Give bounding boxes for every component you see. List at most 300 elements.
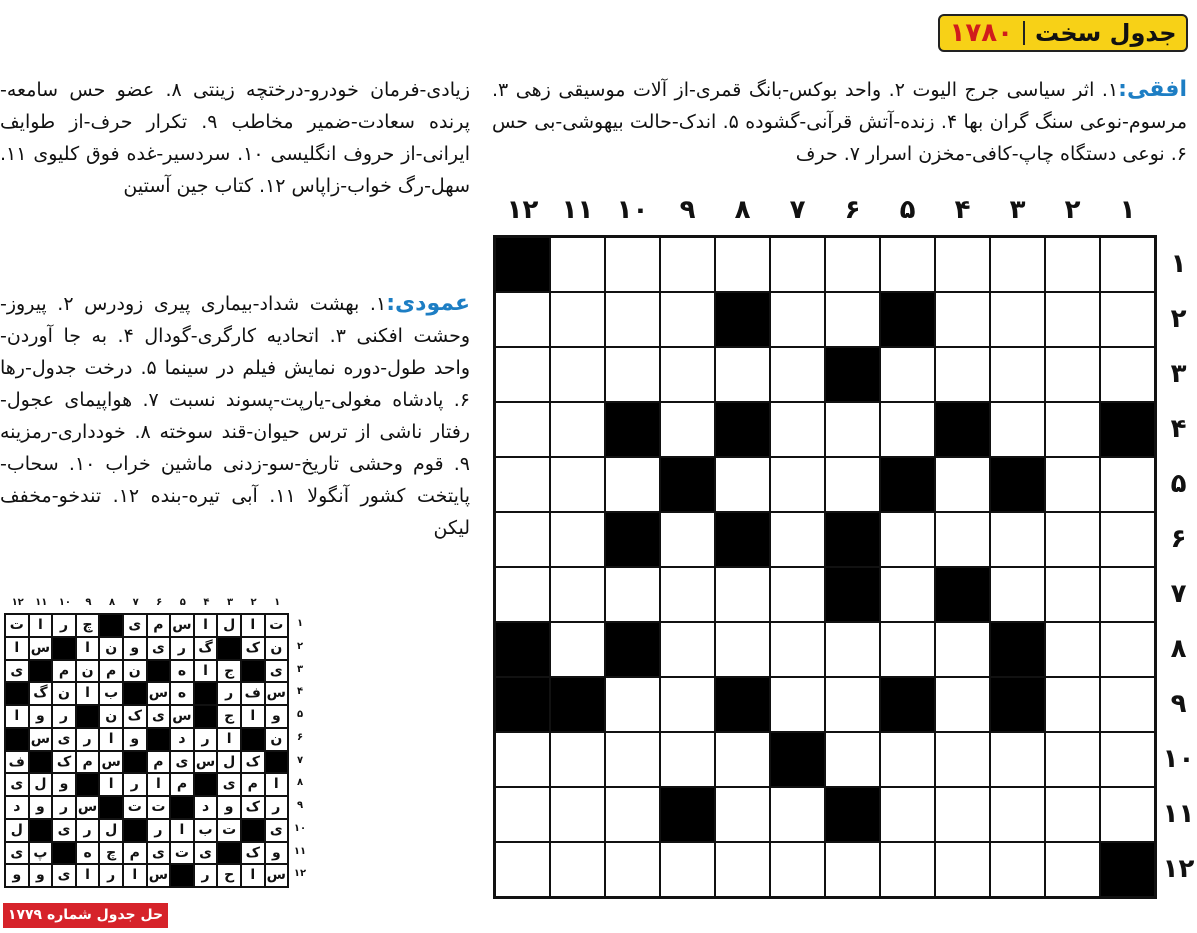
solution-letter-cell: س bbox=[170, 705, 194, 728]
answer-cell[interactable] bbox=[880, 347, 935, 402]
answer-cell[interactable] bbox=[935, 732, 990, 787]
column-number: ۴ bbox=[954, 195, 971, 225]
solution-letter-cell: ا bbox=[241, 614, 265, 637]
solution-letter-cell: ر bbox=[147, 819, 171, 842]
answer-cell[interactable] bbox=[935, 842, 990, 897]
solution-column-number: ۶ bbox=[156, 597, 163, 608]
answer-cell[interactable] bbox=[880, 402, 935, 457]
answer-cell[interactable] bbox=[770, 787, 825, 842]
column-number: ۹ bbox=[679, 195, 696, 225]
solution-letter-cell: ک bbox=[241, 751, 265, 774]
solution-row-number: ۷ bbox=[296, 754, 304, 766]
solution-letter-cell: س bbox=[147, 682, 171, 705]
solution-row-number: ۴ bbox=[296, 686, 304, 698]
solution-letter-cell: ا bbox=[5, 705, 29, 728]
solution-black-cell bbox=[123, 819, 147, 842]
answer-cell[interactable] bbox=[605, 457, 660, 512]
answer-cell[interactable] bbox=[880, 622, 935, 677]
solution-letter-cell: ا bbox=[241, 864, 265, 887]
answer-cell[interactable] bbox=[550, 292, 605, 347]
solution-letter-cell: ی bbox=[5, 660, 29, 683]
black-cell bbox=[495, 677, 550, 732]
solution-row-number: ۱۰ bbox=[293, 822, 307, 834]
answer-cell[interactable] bbox=[1045, 237, 1100, 292]
column-numbers bbox=[495, 190, 1155, 230]
answer-cell[interactable] bbox=[770, 512, 825, 567]
solution-letter-cell: ی bbox=[52, 819, 76, 842]
solution-letter-cell: ح bbox=[217, 864, 241, 887]
solution-letter-cell: ل bbox=[99, 819, 123, 842]
solution-black-cell bbox=[217, 637, 241, 660]
answer-cell[interactable] bbox=[825, 622, 880, 677]
solution-letter-cell: ی bbox=[147, 705, 171, 728]
solution-letter-cell: ا bbox=[265, 773, 289, 796]
solution-letter-cell: ت bbox=[217, 819, 241, 842]
answer-cell[interactable] bbox=[715, 622, 770, 677]
puzzle-number: ۱۷۸۰ bbox=[949, 18, 1013, 48]
solution-column-number: ۴ bbox=[203, 597, 210, 608]
answer-cell[interactable] bbox=[990, 787, 1045, 842]
answer-cell[interactable] bbox=[825, 457, 880, 512]
row-number: ۶ bbox=[1170, 524, 1187, 554]
black-cell bbox=[825, 347, 880, 402]
answer-cell[interactable] bbox=[495, 402, 550, 457]
answer-cell[interactable] bbox=[1045, 292, 1100, 347]
answer-cell[interactable] bbox=[1100, 622, 1155, 677]
answer-cell[interactable] bbox=[1045, 677, 1100, 732]
row-number: ۳ bbox=[1170, 359, 1187, 389]
solution-letter-cell: ت bbox=[123, 796, 147, 819]
black-cell bbox=[935, 402, 990, 457]
solution-column-number: ۳ bbox=[226, 597, 234, 608]
down-clues bbox=[0, 288, 470, 544]
solution-letter-cell: ر bbox=[76, 728, 100, 751]
solution-black-cell bbox=[194, 682, 218, 705]
black-cell bbox=[825, 567, 880, 622]
answer-cell[interactable] bbox=[1045, 512, 1100, 567]
solution-black-cell bbox=[123, 751, 147, 774]
answer-cell[interactable] bbox=[770, 347, 825, 402]
black-cell bbox=[990, 677, 1045, 732]
answer-cell[interactable] bbox=[550, 457, 605, 512]
row-number: ۱۱ bbox=[1162, 799, 1195, 829]
answer-cell[interactable] bbox=[825, 292, 880, 347]
answer-cell[interactable] bbox=[880, 567, 935, 622]
black-cell bbox=[990, 457, 1045, 512]
answer-cell[interactable] bbox=[1045, 732, 1100, 787]
solution-letter-cell: ا bbox=[99, 728, 123, 751]
solution-letter-cell: و bbox=[29, 796, 53, 819]
solution-row-number: ۵ bbox=[296, 709, 304, 720]
answer-cell[interactable] bbox=[825, 237, 880, 292]
answer-cell[interactable] bbox=[605, 732, 660, 787]
solution-letter-cell: ل bbox=[5, 819, 29, 842]
solution-row-number: ۱ bbox=[296, 618, 304, 629]
black-cell bbox=[880, 292, 935, 347]
solution-letter-cell: ب bbox=[194, 819, 218, 842]
black-cell bbox=[825, 512, 880, 567]
solution-black-cell bbox=[170, 796, 194, 819]
solution-letter-cell: ر bbox=[76, 819, 100, 842]
solution-column-number: ۷ bbox=[132, 597, 139, 608]
column-number: ۷ bbox=[789, 195, 806, 225]
answer-cell[interactable] bbox=[825, 402, 880, 457]
answer-cell[interactable] bbox=[825, 677, 880, 732]
solution-black-cell bbox=[76, 773, 100, 796]
answer-cell[interactable] bbox=[770, 622, 825, 677]
solution-letter-cell: ن bbox=[265, 728, 289, 751]
answer-cell[interactable] bbox=[495, 787, 550, 842]
solution-letter-cell: ر bbox=[217, 682, 241, 705]
answer-cell[interactable] bbox=[1100, 347, 1155, 402]
solution-letter-cell: گ bbox=[29, 682, 53, 705]
answer-cell[interactable] bbox=[660, 237, 715, 292]
answer-cell[interactable] bbox=[935, 787, 990, 842]
answer-cell[interactable] bbox=[715, 457, 770, 512]
row-number: ۹ bbox=[1170, 689, 1187, 719]
solution-letter-cell: ت bbox=[170, 842, 194, 865]
answer-cell[interactable] bbox=[825, 842, 880, 897]
row-numbers bbox=[1160, 237, 1197, 897]
answer-cell[interactable] bbox=[1100, 457, 1155, 512]
answer-cell[interactable] bbox=[495, 842, 550, 897]
answer-cell[interactable] bbox=[880, 732, 935, 787]
solution-letter-cell: و bbox=[29, 864, 53, 887]
across-clues-continued bbox=[0, 74, 470, 202]
solution-letter-cell: م bbox=[147, 614, 171, 637]
solution-letter-cell: ج bbox=[217, 705, 241, 728]
solution-letter-cell: و bbox=[5, 864, 29, 887]
solution-letter-cell: و bbox=[123, 637, 147, 660]
answer-cell[interactable] bbox=[605, 237, 660, 292]
solution-letter-cell: چ bbox=[99, 842, 123, 865]
answer-cell[interactable] bbox=[880, 237, 935, 292]
answer-cell[interactable] bbox=[1045, 347, 1100, 402]
black-cell bbox=[880, 677, 935, 732]
answer-cell[interactable] bbox=[495, 512, 550, 567]
answer-cell[interactable] bbox=[770, 237, 825, 292]
answer-cell[interactable] bbox=[990, 567, 1045, 622]
answer-cell[interactable] bbox=[1100, 512, 1155, 567]
answer-cell[interactable] bbox=[1045, 622, 1100, 677]
solution-grid bbox=[4, 613, 289, 888]
answer-cell[interactable] bbox=[1100, 732, 1155, 787]
solution-letter-cell: ر bbox=[123, 773, 147, 796]
answer-cell[interactable] bbox=[1100, 787, 1155, 842]
solution-black-cell bbox=[147, 728, 171, 751]
solution-row-numbers bbox=[292, 613, 308, 886]
solution-black-cell bbox=[241, 660, 265, 683]
answer-cell[interactable] bbox=[550, 402, 605, 457]
solution-letter-cell: ی bbox=[5, 842, 29, 865]
solution-letter-cell: د bbox=[5, 796, 29, 819]
black-cell bbox=[1100, 402, 1155, 457]
solution-letter-cell: ک bbox=[123, 705, 147, 728]
solution-letter-cell: ل bbox=[29, 773, 53, 796]
solution-letter-cell: ا bbox=[194, 660, 218, 683]
answer-cell[interactable] bbox=[935, 622, 990, 677]
answer-cell[interactable] bbox=[715, 732, 770, 787]
answer-cell[interactable] bbox=[605, 677, 660, 732]
solution-letter-cell: ف bbox=[5, 751, 29, 774]
solution-letter-cell: ا bbox=[170, 819, 194, 842]
solution-letter-cell: ن bbox=[99, 637, 123, 660]
answer-cell[interactable] bbox=[1100, 292, 1155, 347]
solution-letter-cell: ک bbox=[241, 842, 265, 865]
solution-letter-cell: ه bbox=[170, 660, 194, 683]
solution-letter-cell: ک bbox=[241, 637, 265, 660]
answer-cell[interactable] bbox=[1045, 402, 1100, 457]
solution-letter-cell: ی bbox=[265, 660, 289, 683]
black-cell bbox=[495, 622, 550, 677]
answer-cell[interactable] bbox=[660, 402, 715, 457]
solution-letter-cell: ر bbox=[52, 614, 76, 637]
answer-cell[interactable] bbox=[715, 347, 770, 402]
solution-letter-cell: ن bbox=[99, 705, 123, 728]
black-cell bbox=[715, 402, 770, 457]
answer-cell[interactable] bbox=[1100, 567, 1155, 622]
solution-letter-cell: ی bbox=[147, 637, 171, 660]
solution-letter-cell: ا bbox=[76, 637, 100, 660]
title-divider bbox=[1023, 21, 1025, 45]
solution-letter-cell: ب bbox=[99, 682, 123, 705]
answer-cell[interactable] bbox=[660, 842, 715, 897]
answer-cell[interactable] bbox=[935, 512, 990, 567]
solution-letter-cell: م bbox=[170, 773, 194, 796]
solution-letter-cell: ی bbox=[52, 864, 76, 887]
solution-letter-cell: س bbox=[147, 864, 171, 887]
solution-letter-cell: ا bbox=[76, 682, 100, 705]
solution-black-cell bbox=[29, 819, 53, 842]
solution-letter-cell: گ bbox=[194, 637, 218, 660]
solution-row-number: ۱۲ bbox=[293, 868, 307, 880]
solution-black-cell bbox=[241, 819, 265, 842]
across-clues bbox=[492, 74, 1187, 170]
answer-cell[interactable] bbox=[550, 622, 605, 677]
answer-cell[interactable] bbox=[990, 237, 1045, 292]
answer-cell[interactable] bbox=[1045, 567, 1100, 622]
solution-black-cell bbox=[99, 796, 123, 819]
answer-cell[interactable] bbox=[1045, 787, 1100, 842]
solution-black-cell bbox=[99, 614, 123, 637]
column-number: ۶ bbox=[844, 195, 861, 225]
solution-letter-cell: پ bbox=[29, 842, 53, 865]
solution-column-number: ۹ bbox=[85, 597, 92, 608]
solution-letter-cell: ر bbox=[170, 637, 194, 660]
solution-black-cell bbox=[194, 705, 218, 728]
solution-letter-cell: و bbox=[52, 773, 76, 796]
crossword-grid[interactable] bbox=[493, 235, 1157, 899]
answer-cell[interactable] bbox=[770, 402, 825, 457]
answer-cell[interactable] bbox=[715, 237, 770, 292]
black-cell bbox=[605, 622, 660, 677]
answer-cell[interactable] bbox=[770, 842, 825, 897]
answer-cell[interactable] bbox=[935, 347, 990, 402]
answer-cell[interactable] bbox=[990, 292, 1045, 347]
row-number: ۷ bbox=[1170, 579, 1187, 609]
answer-cell[interactable] bbox=[1100, 237, 1155, 292]
solution-letter-cell: و bbox=[265, 842, 289, 865]
answer-cell[interactable] bbox=[770, 457, 825, 512]
answer-cell[interactable] bbox=[1045, 842, 1100, 897]
black-cell bbox=[605, 512, 660, 567]
across-clues-text-1: ۱. اثر سیاسی جرج الیوت ۲. واحد بوکس-بانگ قمری-از آلات موسیقی زهی ۳. مرسوم-نوعی سنگ گران بها ۴. زنده-آتش قرآنی-گشوده ۵. اندک-حالت بیهوشی-بی حس ۶. نوعی دستگاه چاپ-کافی-مخزن اسرار ۷. حرف bbox=[492, 79, 1187, 165]
answer-cell[interactable] bbox=[880, 787, 935, 842]
solution-column-number: ۱ bbox=[274, 597, 281, 608]
solution-letter-cell: ل bbox=[217, 614, 241, 637]
answer-cell[interactable] bbox=[495, 567, 550, 622]
answer-cell[interactable] bbox=[1100, 677, 1155, 732]
solution-letter-cell: ف bbox=[241, 682, 265, 705]
solution-letter-cell: د bbox=[194, 796, 218, 819]
row-number: ۱۰ bbox=[1162, 744, 1195, 774]
answer-cell[interactable] bbox=[660, 622, 715, 677]
answer-cell[interactable] bbox=[495, 732, 550, 787]
solution-letter-cell: ن bbox=[76, 660, 100, 683]
solution-letter-cell: ه bbox=[170, 682, 194, 705]
solution-letter-cell: ی bbox=[5, 773, 29, 796]
row-number: ۲ bbox=[1170, 304, 1187, 334]
solution-black-cell bbox=[147, 660, 171, 683]
title-label: جدول سخت bbox=[1034, 19, 1177, 47]
answer-cell[interactable] bbox=[990, 402, 1045, 457]
answer-cell[interactable] bbox=[935, 677, 990, 732]
solution-letter-cell: ت bbox=[265, 614, 289, 637]
solution-letter-cell: و bbox=[265, 705, 289, 728]
answer-cell[interactable] bbox=[660, 677, 715, 732]
solution-black-cell bbox=[194, 773, 218, 796]
solution-letter-cell: ر bbox=[52, 705, 76, 728]
answer-cell[interactable] bbox=[990, 842, 1045, 897]
solution-black-cell bbox=[217, 842, 241, 865]
solution-letter-cell: ا bbox=[123, 864, 147, 887]
answer-cell[interactable] bbox=[990, 347, 1045, 402]
black-cell bbox=[880, 457, 935, 512]
solution-letter-cell: ن bbox=[52, 682, 76, 705]
column-number: ۵ bbox=[899, 195, 916, 225]
solution-letter-cell: ی bbox=[123, 614, 147, 637]
answer-cell[interactable] bbox=[550, 732, 605, 787]
answer-cell[interactable] bbox=[605, 347, 660, 402]
black-cell bbox=[935, 567, 990, 622]
row-number: ۱۲ bbox=[1162, 854, 1195, 884]
answer-cell[interactable] bbox=[550, 567, 605, 622]
solution-black-cell bbox=[52, 842, 76, 865]
solution-black-cell bbox=[5, 682, 29, 705]
answer-cell[interactable] bbox=[825, 732, 880, 787]
answer-cell[interactable] bbox=[770, 292, 825, 347]
across-heading: افقی: bbox=[1118, 77, 1188, 102]
answer-cell[interactable] bbox=[880, 512, 935, 567]
puzzle-title bbox=[938, 14, 1188, 52]
solution-letter-cell: ا bbox=[147, 773, 171, 796]
answer-cell[interactable] bbox=[770, 567, 825, 622]
answer-cell[interactable] bbox=[660, 292, 715, 347]
answer-cell[interactable] bbox=[660, 512, 715, 567]
black-cell bbox=[715, 292, 770, 347]
solution-row-number: ۲ bbox=[296, 640, 304, 652]
solution-letter-cell: ک bbox=[241, 796, 265, 819]
solution-letter-cell: ه bbox=[76, 842, 100, 865]
solution-letter-cell: و bbox=[29, 705, 53, 728]
answer-cell[interactable] bbox=[1045, 457, 1100, 512]
solution-column-number: ۲ bbox=[250, 597, 257, 608]
answer-cell[interactable] bbox=[935, 237, 990, 292]
black-cell bbox=[715, 677, 770, 732]
solution-letter-cell: م bbox=[76, 751, 100, 774]
answer-cell[interactable] bbox=[715, 787, 770, 842]
answer-cell[interactable] bbox=[660, 567, 715, 622]
answer-cell[interactable] bbox=[990, 512, 1045, 567]
solution-letter-cell: س bbox=[99, 751, 123, 774]
answer-cell[interactable] bbox=[715, 842, 770, 897]
solution-letter-cell: ل bbox=[217, 751, 241, 774]
answer-cell[interactable] bbox=[550, 787, 605, 842]
answer-cell[interactable] bbox=[550, 237, 605, 292]
black-cell bbox=[715, 512, 770, 567]
solution-column-number: ۵ bbox=[179, 597, 186, 608]
answer-cell[interactable] bbox=[495, 457, 550, 512]
solution-letter-cell: ا bbox=[76, 864, 100, 887]
black-cell bbox=[660, 457, 715, 512]
answer-cell[interactable] bbox=[605, 292, 660, 347]
answer-cell[interactable] bbox=[880, 842, 935, 897]
row-number: ۱ bbox=[1170, 249, 1187, 279]
solution-letter-cell: ج bbox=[217, 660, 241, 683]
answer-cell[interactable] bbox=[660, 347, 715, 402]
down-clues-text: ۱. بهشت شداد-بیماری پیری زودرس ۲. پیروز-وحشت افکنی ۳. اتحادیه کارگری-گودال ۴. به جا آوردن-واحد طول-دوره نمایش فیلم در سینما ۵. درخت جدول-رها ۶. پادشاه مغولی-یارپت-پسوند نسبت ۷. هواپیمای عجول-رفتار ناشی از ترس حیوان-قند سوخته ۸. خودداری-رمزینه ۹. قوم وحشی تاریخ-سو-زدنی ماشین خراب ۱۰. سحاب-پایتخت کشور آنگولا ۱۱. آبی تیره-بنده ۱۲. تندخو-مخفف لیکن bbox=[0, 293, 471, 539]
answer-cell[interactable] bbox=[990, 732, 1045, 787]
column-number: ۳ bbox=[1009, 195, 1026, 225]
solution-black-cell bbox=[241, 728, 265, 751]
black-cell bbox=[770, 732, 825, 787]
solution-letter-cell: ت bbox=[147, 796, 171, 819]
solution-letter-cell: م bbox=[123, 842, 147, 865]
solution-column-number: ۱۰ bbox=[58, 597, 71, 608]
answer-cell[interactable] bbox=[715, 567, 770, 622]
solution-letter-cell: ا bbox=[217, 728, 241, 751]
solution-black-cell bbox=[5, 728, 29, 751]
answer-cell[interactable] bbox=[770, 677, 825, 732]
solution-letter-cell: م bbox=[241, 773, 265, 796]
solution-letter-cell: ی bbox=[170, 751, 194, 774]
answer-cell[interactable] bbox=[605, 787, 660, 842]
solution-letter-cell: ر bbox=[99, 864, 123, 887]
solution-letter-cell: ا bbox=[99, 773, 123, 796]
solution-row-number: ۶ bbox=[296, 731, 304, 743]
solution-letter-cell: س bbox=[170, 614, 194, 637]
answer-cell[interactable] bbox=[550, 347, 605, 402]
solution-black-cell bbox=[265, 751, 289, 774]
black-cell bbox=[495, 237, 550, 292]
answer-cell[interactable] bbox=[550, 842, 605, 897]
solution-letter-cell: س bbox=[265, 864, 289, 887]
answer-cell[interactable] bbox=[935, 292, 990, 347]
answer-cell[interactable] bbox=[935, 457, 990, 512]
solution-letter-cell: ی bbox=[217, 773, 241, 796]
solution-letter-cell: ر bbox=[194, 864, 218, 887]
solution-letter-cell: س bbox=[265, 682, 289, 705]
column-number: ۲ bbox=[1064, 195, 1081, 225]
solution-letter-cell: س bbox=[29, 637, 53, 660]
answer-cell[interactable] bbox=[605, 842, 660, 897]
answer-cell[interactable] bbox=[605, 567, 660, 622]
answer-cell[interactable] bbox=[550, 512, 605, 567]
answer-cell[interactable] bbox=[495, 347, 550, 402]
answer-cell[interactable] bbox=[660, 732, 715, 787]
answer-cell[interactable] bbox=[495, 292, 550, 347]
row-number: ۸ bbox=[1170, 634, 1187, 664]
